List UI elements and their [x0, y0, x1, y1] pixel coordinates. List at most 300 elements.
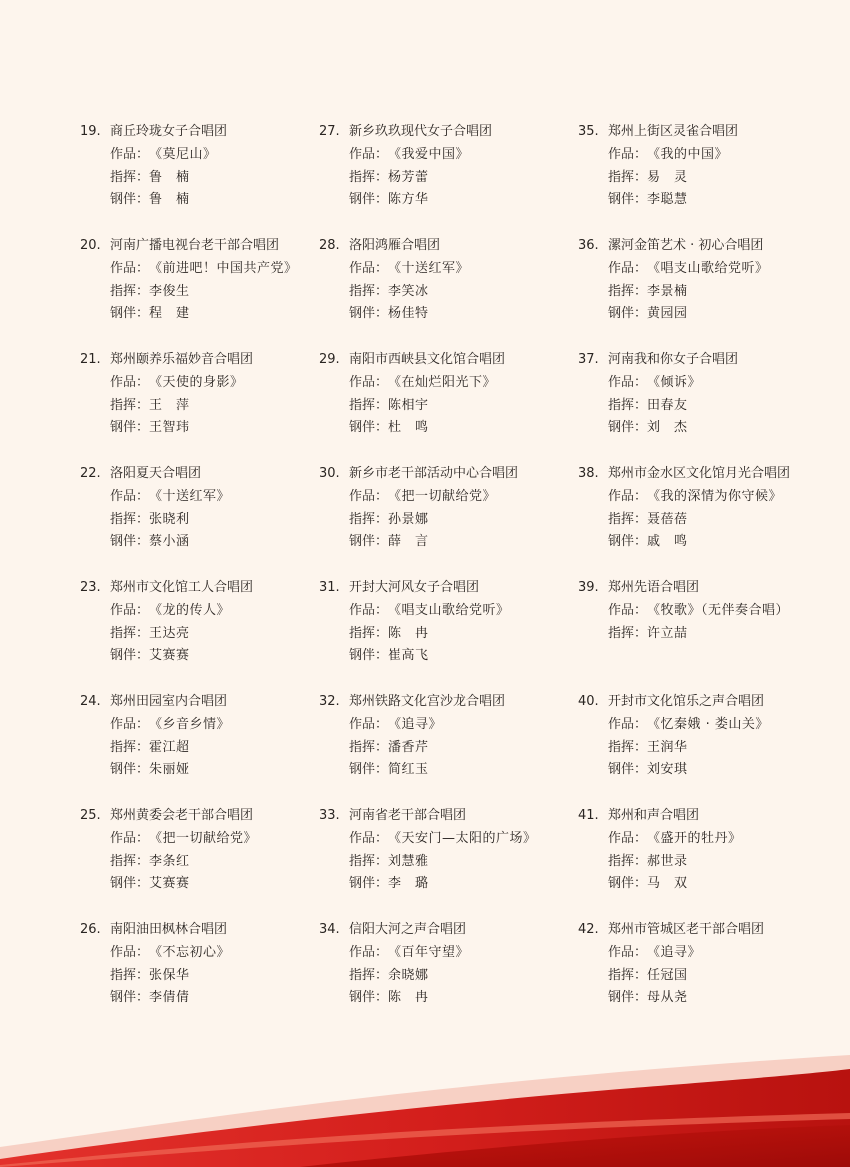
piano-label: 钢伴：	[349, 534, 389, 550]
choir-name: 郑州上街区灵雀合唱团	[608, 124, 739, 139]
work-label: 作品：	[349, 602, 389, 618]
pianist-name: 简红玉	[388, 762, 429, 778]
entry-number: 33.	[319, 808, 340, 823]
work-line	[319, 714, 569, 737]
piano-label: 钢伴：	[349, 762, 389, 778]
work-line	[80, 942, 330, 965]
work-line	[80, 258, 330, 281]
piano-label: 钢伴：	[110, 420, 150, 436]
conductor-name: 孙景娜	[388, 511, 429, 527]
work-title: 《十送红军》	[149, 488, 231, 504]
pianist-name: 陈 冉	[388, 990, 429, 1006]
choir-entry	[80, 691, 330, 805]
conductor-line	[80, 965, 330, 988]
choir-name: 郑州和声合唱团	[608, 808, 700, 823]
pianist-name: 艾赛赛	[149, 876, 190, 892]
work-title: 《牧歌》（无伴奏合唱）	[647, 602, 790, 618]
piano-line	[578, 531, 828, 554]
pianist-name: 黄园园	[647, 306, 688, 322]
entry-header	[578, 463, 828, 486]
conductor-name: 刘慧雅	[388, 853, 429, 869]
piano-label: 钢伴：	[608, 876, 648, 892]
entry-number: 21.	[80, 352, 101, 367]
entry-number: 24.	[80, 694, 101, 709]
entry-number: 32.	[319, 694, 340, 709]
work-line	[578, 144, 828, 167]
conductor-name: 李俊生	[149, 283, 190, 299]
piano-label: 钢伴：	[608, 534, 648, 550]
conductor-label: 指挥：	[110, 967, 150, 983]
work-title: 《忆秦娥 · 娄山关》	[647, 716, 769, 732]
work-line	[578, 828, 828, 851]
work-line	[80, 486, 330, 509]
work-line	[319, 372, 569, 395]
conductor-name: 李条红	[149, 853, 190, 869]
work-line	[319, 600, 569, 623]
conductor-line	[578, 737, 828, 760]
column-1	[80, 121, 330, 1033]
entry-header	[80, 691, 330, 714]
choir-name: 郑州黄委会老干部合唱团	[110, 808, 254, 823]
choir-name: 河南我和你女子合唱团	[608, 352, 739, 367]
conductor-label: 指挥：	[110, 625, 150, 641]
conductor-name: 王润华	[647, 739, 688, 755]
conductor-label: 指挥：	[608, 853, 648, 869]
work-line	[578, 714, 828, 737]
entry-header	[578, 691, 828, 714]
piano-label: 钢伴：	[349, 990, 389, 1006]
conductor-label: 指挥：	[608, 511, 648, 527]
work-label: 作品：	[349, 374, 389, 390]
choir-entry	[80, 805, 330, 919]
choir-entry	[80, 919, 330, 1033]
choir-entry	[319, 691, 569, 805]
work-title: 《我的中国》	[647, 146, 729, 162]
piano-label: 钢伴：	[110, 648, 150, 664]
work-title: 《百年守望》	[388, 944, 470, 960]
choir-name: 南阳市西峡县文化馆合唱团	[349, 352, 506, 367]
work-title: 《把一切献给党》	[388, 488, 497, 504]
choir-name: 开封市文化馆乐之声合唱团	[608, 694, 765, 709]
work-label: 作品：	[110, 146, 150, 162]
choir-entry	[80, 577, 330, 691]
piano-line	[578, 189, 828, 212]
choir-name: 开封大河风女子合唱团	[349, 580, 480, 595]
choir-entry	[578, 349, 828, 463]
entry-header	[80, 463, 330, 486]
work-title: 《追寻》	[388, 716, 443, 732]
conductor-line	[319, 509, 569, 532]
conductor-name: 鲁 楠	[149, 169, 190, 185]
work-line	[319, 828, 569, 851]
conductor-label: 指挥：	[349, 739, 389, 755]
work-title: 《倾诉》	[647, 374, 702, 390]
piano-line	[80, 873, 330, 896]
conductor-name: 郝世录	[647, 853, 688, 869]
work-title: 《我爱中国》	[388, 146, 470, 162]
pianist-name: 李 璐	[388, 876, 429, 892]
piano-line	[319, 759, 569, 782]
work-title: 《追寻》	[647, 944, 702, 960]
piano-line	[80, 645, 330, 668]
work-label: 作品：	[110, 944, 150, 960]
work-label: 作品：	[349, 488, 389, 504]
pianist-name: 朱丽娅	[149, 762, 190, 778]
work-label: 作品：	[110, 602, 150, 618]
work-label: 作品：	[608, 716, 648, 732]
work-label: 作品：	[608, 830, 648, 846]
entry-header	[319, 121, 569, 144]
work-label: 作品：	[349, 146, 389, 162]
conductor-line	[319, 167, 569, 190]
piano-line	[80, 759, 330, 782]
entry-number: 42.	[578, 922, 599, 937]
entry-number: 20.	[80, 238, 101, 253]
conductor-line	[319, 965, 569, 988]
work-label: 作品：	[608, 944, 648, 960]
choir-name: 商丘玲珑女子合唱团	[110, 124, 228, 139]
conductor-name: 张保华	[149, 967, 190, 983]
entry-number: 19.	[80, 124, 101, 139]
conductor-label: 指挥：	[608, 967, 648, 983]
choir-entry	[80, 235, 330, 349]
entry-number: 38.	[578, 466, 599, 481]
work-title: 《天安门—太阳的广场》	[388, 830, 537, 846]
piano-line	[578, 417, 828, 440]
piano-label: 钢伴：	[608, 420, 648, 436]
conductor-label: 指挥：	[608, 625, 648, 641]
piano-line	[319, 531, 569, 554]
conductor-name: 田春友	[647, 397, 688, 413]
conductor-line	[80, 737, 330, 760]
conductor-line	[578, 395, 828, 418]
entry-header	[80, 235, 330, 258]
piano-line	[80, 987, 330, 1010]
choir-entry	[319, 577, 569, 691]
piano-label: 钢伴：	[608, 306, 648, 322]
choir-entry	[578, 463, 828, 577]
conductor-name: 余晓娜	[388, 967, 429, 983]
conductor-label: 指挥：	[349, 625, 389, 641]
pianist-name: 杨佳特	[388, 306, 429, 322]
piano-label: 钢伴：	[110, 306, 150, 322]
work-title: 《唱支山歌给党听》	[388, 602, 510, 618]
conductor-line	[319, 737, 569, 760]
conductor-line	[80, 167, 330, 190]
entry-number: 39.	[578, 580, 599, 595]
entry-header	[319, 235, 569, 258]
piano-line	[578, 873, 828, 896]
piano-line	[319, 987, 569, 1010]
piano-line	[578, 303, 828, 326]
piano-line	[319, 189, 569, 212]
conductor-name: 任冠国	[647, 967, 688, 983]
conductor-name: 聂蓓蓓	[647, 511, 688, 527]
conductor-label: 指挥：	[349, 397, 389, 413]
work-title: 《不忘初心》	[149, 944, 231, 960]
piano-label: 钢伴：	[608, 762, 648, 778]
work-line	[578, 258, 828, 281]
conductor-name: 王达亮	[149, 625, 190, 641]
pianist-name: 崔高飞	[388, 648, 429, 664]
work-label: 作品：	[608, 602, 648, 618]
conductor-line	[319, 623, 569, 646]
choir-name: 信阳大河之声合唱团	[349, 922, 467, 937]
entry-header	[80, 805, 330, 828]
conductor-name: 杨芳蕾	[388, 169, 429, 185]
entry-number: 35.	[578, 124, 599, 139]
choir-name: 郑州市金水区文化馆月光合唱团	[608, 466, 791, 481]
entry-header	[578, 919, 828, 942]
conductor-line	[319, 395, 569, 418]
conductor-label: 指挥：	[349, 169, 389, 185]
work-label: 作品：	[349, 830, 389, 846]
conductor-name: 王 萍	[149, 397, 190, 413]
red-ribbon-decoration	[0, 1027, 850, 1167]
conductor-label: 指挥：	[110, 739, 150, 755]
conductor-label: 指挥：	[110, 853, 150, 869]
pianist-name: 薛 言	[388, 534, 429, 550]
choir-name: 洛阳鸿雁合唱团	[349, 238, 441, 253]
entry-number: 25.	[80, 808, 101, 823]
entry-header	[80, 919, 330, 942]
piano-label: 钢伴：	[349, 420, 389, 436]
piano-line	[578, 987, 828, 1010]
pianist-name: 蔡小涵	[149, 534, 190, 550]
conductor-line	[578, 167, 828, 190]
entry-header	[80, 121, 330, 144]
work-label: 作品：	[110, 716, 150, 732]
choir-entry	[319, 235, 569, 349]
conductor-label: 指挥：	[608, 739, 648, 755]
conductor-line	[319, 281, 569, 304]
piano-label: 钢伴：	[110, 192, 150, 208]
choir-entry	[319, 805, 569, 919]
pianist-name: 刘 杰	[647, 420, 688, 436]
work-title: 《龙的传人》	[149, 602, 231, 618]
work-line	[319, 486, 569, 509]
conductor-label: 指挥：	[110, 283, 150, 299]
entry-header	[319, 691, 569, 714]
choir-entry	[578, 805, 828, 919]
entry-header	[578, 349, 828, 372]
work-title: 《我的深情为你守候》	[647, 488, 783, 504]
work-title: 《盛开的牡丹》	[647, 830, 742, 846]
conductor-name: 易 灵	[647, 169, 688, 185]
conductor-name: 李笑冰	[388, 283, 429, 299]
choir-name: 洛阳夏天合唱团	[110, 466, 202, 481]
column-2	[319, 121, 569, 1033]
pianist-name: 李聪慧	[647, 192, 688, 208]
choir-name: 郑州颐养乐福妙音合唱团	[110, 352, 254, 367]
choir-name: 新乡玖玖现代女子合唱团	[349, 124, 493, 139]
work-line	[319, 258, 569, 281]
choir-name: 河南广播电视台老干部合唱团	[110, 238, 280, 253]
choir-name: 南阳油田枫林合唱团	[110, 922, 228, 937]
choir-entry	[578, 121, 828, 235]
piano-label: 钢伴：	[608, 192, 648, 208]
pianist-name: 鲁 楠	[149, 192, 190, 208]
piano-line	[80, 417, 330, 440]
choir-entry	[578, 691, 828, 805]
work-line	[578, 942, 828, 965]
pianist-name: 陈方华	[388, 192, 429, 208]
choir-entry	[319, 349, 569, 463]
piano-line	[80, 189, 330, 212]
pianist-name: 母从尧	[647, 990, 688, 1006]
conductor-label: 指挥：	[608, 283, 648, 299]
entry-number: 26.	[80, 922, 101, 937]
entry-header	[80, 349, 330, 372]
conductor-label: 指挥：	[349, 511, 389, 527]
choir-entry	[578, 919, 828, 1033]
conductor-label: 指挥：	[349, 853, 389, 869]
conductor-label: 指挥：	[110, 511, 150, 527]
pianist-name: 李倩倩	[149, 990, 190, 1006]
conductor-name: 许立喆	[647, 625, 688, 641]
conductor-name: 李景楠	[647, 283, 688, 299]
choir-entry	[578, 577, 828, 691]
work-title: 《前进吧！中国共产党》	[149, 260, 298, 276]
choir-entry	[578, 235, 828, 349]
entry-header	[319, 577, 569, 600]
conductor-label: 指挥：	[608, 397, 648, 413]
work-label: 作品：	[110, 260, 150, 276]
choir-name: 漯河金笛艺术 · 初心合唱团	[608, 238, 764, 253]
piano-line	[319, 417, 569, 440]
conductor-label: 指挥：	[349, 283, 389, 299]
work-title: 《在灿烂阳光下》	[388, 374, 497, 390]
entry-number: 41.	[578, 808, 599, 823]
conductor-line	[80, 623, 330, 646]
piano-label: 钢伴：	[110, 990, 150, 1006]
choir-name: 河南省老干部合唱团	[349, 808, 467, 823]
entry-header	[578, 235, 828, 258]
entry-number: 36.	[578, 238, 599, 253]
entry-header	[319, 463, 569, 486]
work-title: 《把一切献给党》	[149, 830, 258, 846]
entry-number: 30.	[319, 466, 340, 481]
conductor-name: 霍江超	[149, 739, 190, 755]
choir-entry	[319, 463, 569, 577]
pianist-name: 戚 鸣	[647, 534, 688, 550]
work-label: 作品：	[110, 374, 150, 390]
piano-label: 钢伴：	[349, 876, 389, 892]
piano-label: 钢伴：	[608, 990, 648, 1006]
conductor-name: 张晓利	[149, 511, 190, 527]
conductor-line	[80, 395, 330, 418]
work-label: 作品：	[608, 260, 648, 276]
pianist-name: 程 建	[149, 306, 190, 322]
choir-name: 郑州铁路文化宫沙龙合唱团	[349, 694, 506, 709]
choir-entry	[80, 463, 330, 577]
conductor-label: 指挥：	[349, 967, 389, 983]
work-line	[578, 600, 828, 623]
work-title: 《乡音乡情》	[149, 716, 231, 732]
entry-number: 31.	[319, 580, 340, 595]
choir-name: 新乡市老干部活动中心合唱团	[349, 466, 519, 481]
piano-label: 钢伴：	[349, 648, 389, 664]
conductor-line	[80, 851, 330, 874]
piano-label: 钢伴：	[349, 192, 389, 208]
entry-number: 28.	[319, 238, 340, 253]
entry-number: 34.	[319, 922, 340, 937]
piano-line	[578, 759, 828, 782]
pianist-name: 刘安琪	[647, 762, 688, 778]
work-label: 作品：	[110, 830, 150, 846]
choir-entry	[319, 919, 569, 1033]
work-label: 作品：	[349, 716, 389, 732]
piano-line	[80, 531, 330, 554]
choir-entry	[80, 121, 330, 235]
piano-label: 钢伴：	[110, 876, 150, 892]
work-line	[319, 144, 569, 167]
work-line	[80, 372, 330, 395]
conductor-name: 陈 冉	[388, 625, 429, 641]
conductor-line	[578, 965, 828, 988]
work-label: 作品：	[608, 488, 648, 504]
work-line	[80, 714, 330, 737]
work-label: 作品：	[110, 488, 150, 504]
conductor-line	[578, 851, 828, 874]
entry-number: 22.	[80, 466, 101, 481]
entry-header	[578, 121, 828, 144]
choir-entry	[80, 349, 330, 463]
choir-name: 郑州市文化馆工人合唱团	[110, 580, 254, 595]
entry-header	[80, 577, 330, 600]
conductor-line	[80, 509, 330, 532]
piano-label: 钢伴：	[110, 534, 150, 550]
conductor-name: 潘香芹	[388, 739, 429, 755]
choir-entry	[319, 121, 569, 235]
conductor-line	[578, 623, 828, 646]
work-line	[319, 942, 569, 965]
entry-number: 29.	[319, 352, 340, 367]
choir-name: 郑州先语合唱团	[608, 580, 700, 595]
pianist-name: 马 双	[647, 876, 688, 892]
conductor-line	[578, 281, 828, 304]
entry-number: 27.	[319, 124, 340, 139]
piano-line	[319, 645, 569, 668]
work-title: 《莫尼山》	[149, 146, 217, 162]
conductor-label: 指挥：	[608, 169, 648, 185]
work-label: 作品：	[349, 944, 389, 960]
work-title: 《十送红军》	[388, 260, 470, 276]
work-line	[578, 486, 828, 509]
entry-number: 37.	[578, 352, 599, 367]
conductor-line	[80, 281, 330, 304]
piano-line	[80, 303, 330, 326]
work-line	[80, 600, 330, 623]
entry-header	[578, 577, 828, 600]
piano-label: 钢伴：	[349, 306, 389, 322]
work-label: 作品：	[608, 374, 648, 390]
entry-number: 40.	[578, 694, 599, 709]
choir-name: 郑州田园室内合唱团	[110, 694, 228, 709]
work-line	[80, 144, 330, 167]
work-label: 作品：	[608, 146, 648, 162]
work-title: 《唱支山歌给党听》	[647, 260, 769, 276]
work-title: 《天使的身影》	[149, 374, 244, 390]
piano-label: 钢伴：	[110, 762, 150, 778]
conductor-line	[578, 509, 828, 532]
entry-header	[319, 919, 569, 942]
pianist-name: 艾赛赛	[149, 648, 190, 664]
conductor-label: 指挥：	[110, 397, 150, 413]
entry-number: 23.	[80, 580, 101, 595]
conductor-label: 指挥：	[110, 169, 150, 185]
pianist-name: 王智玮	[149, 420, 190, 436]
